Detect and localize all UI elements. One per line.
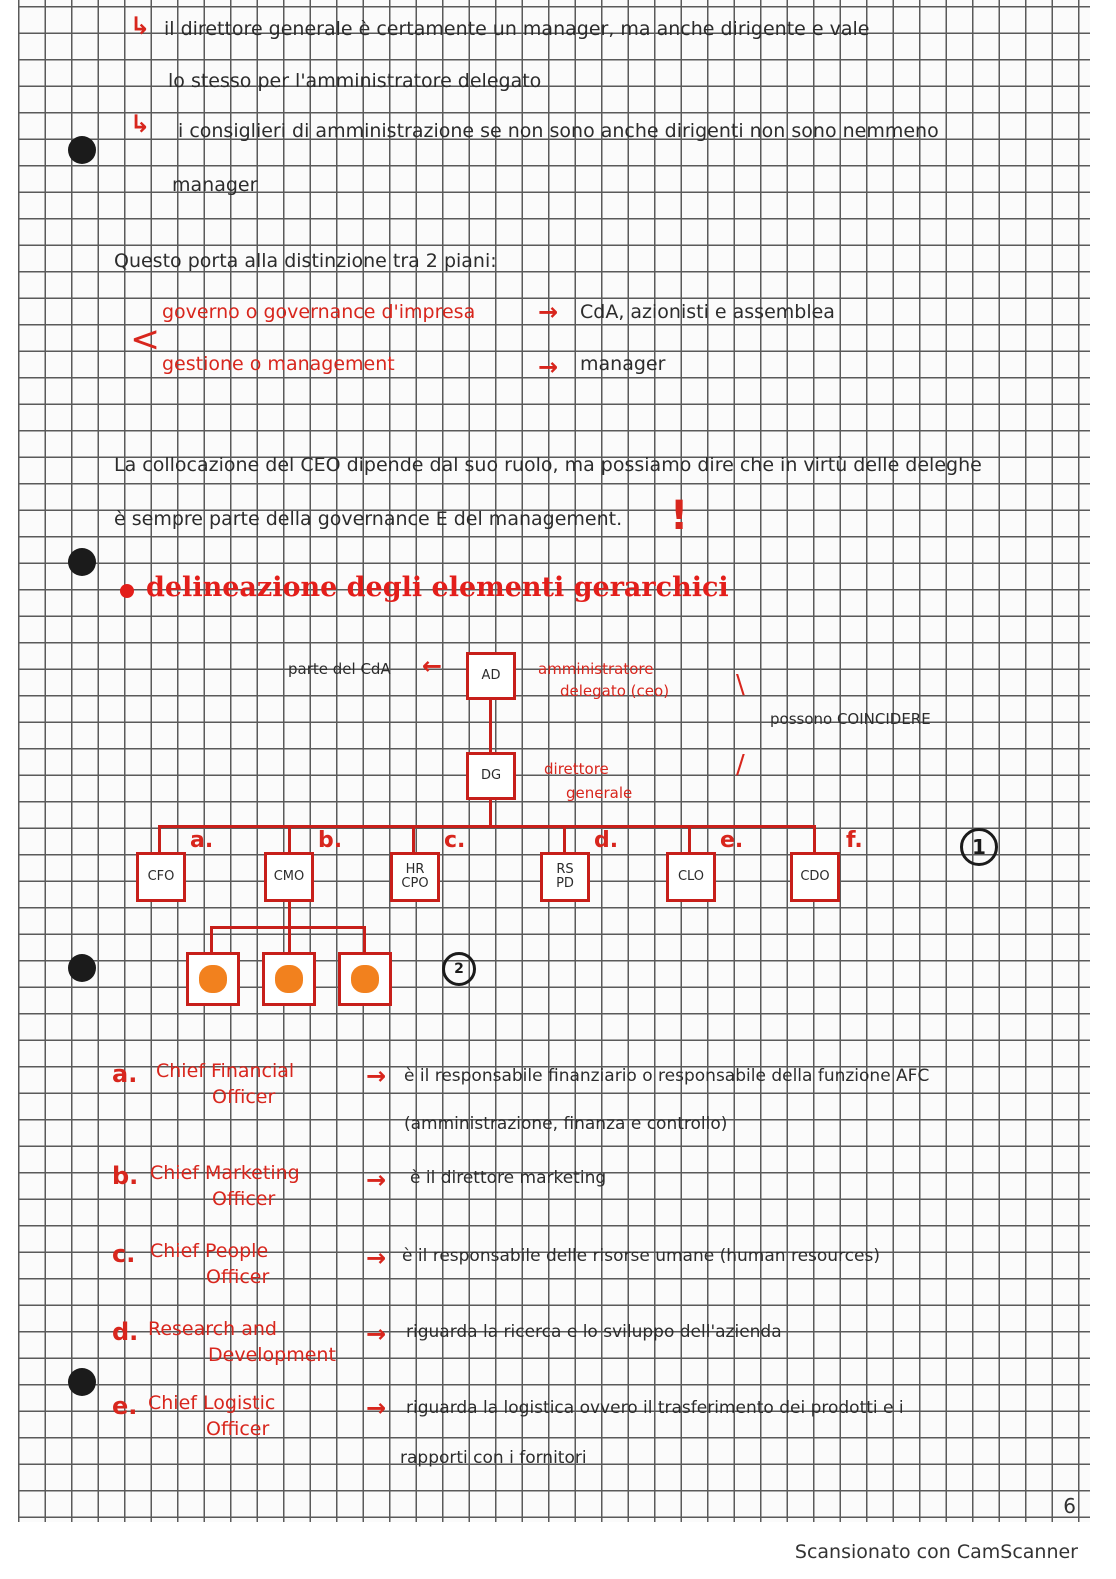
cda-note: parte del CdA [288, 660, 391, 678]
section-heading: delineazione degli elementi gerarchici [146, 572, 729, 603]
dg-label: direttore [544, 760, 609, 778]
org-connector [688, 825, 691, 853]
scanner-footer: Scansionato con CamScanner [794, 1541, 1078, 1563]
page-number: 6 [1063, 1494, 1076, 1518]
level-marker: 2 [442, 952, 476, 986]
notebook-page [18, 0, 1090, 1522]
org-box-ad: AD [466, 652, 516, 700]
definition-desc: è il direttore marketing [410, 1168, 607, 1188]
coincide-note: possono COINCIDERE [770, 710, 931, 728]
org-letter: f. [846, 828, 863, 853]
text-line: governo o governance d'impresa [162, 301, 476, 323]
org-box-dg: DG [466, 752, 516, 800]
org-box-cdo: CDO [790, 852, 840, 902]
definition-term: Chief Financial [156, 1060, 295, 1082]
org-connector [158, 825, 816, 828]
definition-term: Officer [206, 1418, 270, 1440]
text-line: i consiglieri di amministrazione se non sono anche dirigenti non sono nemmeno [178, 120, 939, 142]
arrow-right-icon: → [366, 1394, 387, 1422]
text-line: manager [580, 353, 666, 375]
arrow-right-icon: → [538, 298, 559, 326]
text-line: CdA, azionisti e assemblea [580, 301, 835, 323]
text-line: Questo porta alla distinzione tra 2 piani: [114, 250, 497, 272]
text-line: La collocazione del CEO dipende dal suo ruolo, ma possiamo dire che in virtù delle deleghe [114, 454, 982, 476]
org-box-cfo: CFO [136, 852, 186, 902]
definition-term: Development [208, 1344, 336, 1366]
org-connector [288, 825, 291, 853]
org-connector [158, 825, 161, 853]
bent-arrow-icon: ↳ [130, 110, 151, 138]
definition-desc: riguarda la ricerca e lo sviluppo dell'azienda [406, 1322, 782, 1342]
org-box-clo: CLO [666, 852, 716, 902]
definition-letter: d. [112, 1318, 139, 1346]
binder-hole [68, 548, 96, 576]
org-connector [288, 902, 291, 928]
org-connector [210, 926, 213, 954]
definition-desc: è il responsabile delle risorse umane (human resources) [402, 1246, 880, 1266]
definition-term: Chief Logistic [148, 1392, 276, 1414]
arrow-right-icon: → [538, 353, 559, 381]
org-connector [813, 825, 816, 853]
definition-desc: (amministrazione, finanza e controllo) [404, 1114, 728, 1134]
brace-icon: < [130, 319, 161, 360]
text-line: gestione o management [162, 353, 395, 375]
definition-desc: è il responsabile finanziario o responsabile della funzione AFC [404, 1066, 930, 1086]
org-connector [489, 800, 492, 826]
exclamation-mark: ! [670, 493, 689, 539]
org-letter: e. [720, 828, 744, 853]
org-connector [412, 825, 415, 853]
org-connector [489, 700, 492, 752]
org-box-sub [262, 952, 316, 1006]
level-marker: 1 [960, 828, 998, 866]
binder-hole [68, 1368, 96, 1396]
org-connector [363, 926, 366, 954]
definition-term: Officer [212, 1188, 276, 1210]
org-box-sub [186, 952, 240, 1006]
definition-term: Chief People [150, 1240, 269, 1262]
org-box-hr-cpo: HR CPO [390, 852, 440, 902]
binder-hole [68, 954, 96, 982]
text-line: è sempre parte della governance E del management. [114, 508, 623, 530]
definition-desc: rapporti con i fornitori [400, 1448, 587, 1468]
bent-arrow-icon: ↳ [130, 12, 151, 40]
text-line: lo stesso per l'amministratore delegato [168, 70, 542, 92]
ad-label: delegato (ceo) [560, 682, 670, 700]
org-letter: a. [190, 828, 214, 853]
text-line: manager [172, 174, 258, 196]
definition-letter: e. [112, 1392, 138, 1420]
ad-label: amministratore [538, 660, 654, 678]
definition-letter: a. [112, 1060, 138, 1088]
arrow-right-icon: → [366, 1166, 387, 1194]
heading-bullet [120, 584, 134, 598]
definition-term: Officer [212, 1086, 276, 1108]
org-letter: b. [318, 828, 343, 853]
org-box-cmo: CMO [264, 852, 314, 902]
arrow-right-icon: → [366, 1320, 387, 1348]
dg-label: generale [566, 784, 633, 802]
definition-term: Chief Marketing [150, 1162, 300, 1184]
definition-term: Officer [206, 1266, 270, 1288]
definition-desc: riguarda la logistica ovvero il trasferimento dei prodotti e i [406, 1398, 904, 1418]
binder-hole [68, 136, 96, 164]
org-box-rs-pd: RS PD [540, 852, 590, 902]
arrow-right-icon: → [366, 1062, 387, 1090]
org-letter: c. [444, 828, 466, 853]
org-letter: d. [594, 828, 619, 853]
tie-mark: \ [736, 670, 745, 700]
org-connector [288, 926, 291, 954]
definition-letter: c. [112, 1240, 136, 1268]
definition-term: Research and [148, 1318, 277, 1340]
definition-letter: b. [112, 1162, 139, 1190]
org-box-sub [338, 952, 392, 1006]
arrow-right-icon: → [366, 1244, 387, 1272]
tie-mark: / [736, 750, 745, 780]
text-line: il direttore generale è certamente un manager, ma anche dirigente e vale [164, 18, 870, 40]
arrow-left-icon: ← [422, 652, 443, 680]
org-connector [563, 825, 566, 853]
